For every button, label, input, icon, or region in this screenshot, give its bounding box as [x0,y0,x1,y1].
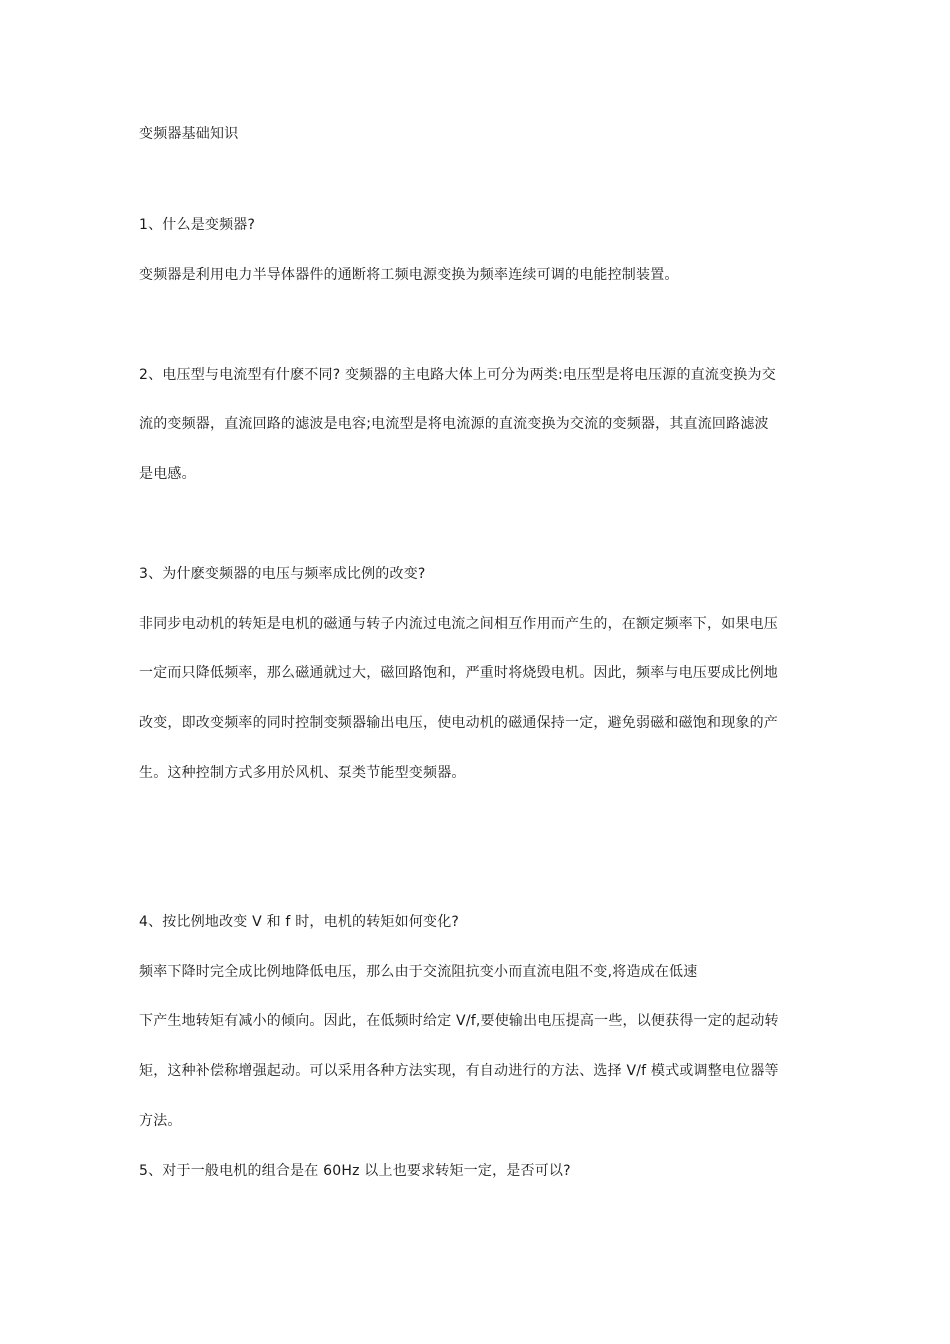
question-5-heading: 5、对于一般电机的组合是在 60Hz 以上也要求转矩一定，是否可以? [139,1163,571,1179]
question-3-heading: 3、为什麽变频器的电压与频率成比例的改变? [139,566,426,582]
question-2-line-1: 2、电压型与电流型有什麽不同? 变频器的主电路大体上可分为两类:电压型是将电压源的直流变换为交 [139,367,776,383]
document-title: 变频器基础知识 [139,126,239,142]
answer-4-line-4: 方法。 [139,1113,182,1129]
question-4-heading: 4、按比例地改变 V 和 f 时，电机的转矩如何变化? [139,914,460,930]
answer-3-line-1: 非同步电动机的转矩是电机的磁通与转子内流过电流之间相互作用而产生的，在额定频率下，如果电压 [139,616,778,632]
answer-3-line-2: 一定而只降低频率，那么磁通就过大，磁回路饱和，严重时将烧毁电机。因此，频率与电压要成比例地 [139,665,778,681]
question-1-heading: 1、什么是变频器? [139,217,256,233]
answer-4-line-3: 矩，这种补偿称增强起动。可以采用各种方法实现，有自动进行的方法、选择 V/f 模式或调整电位器等 [139,1063,779,1079]
answer-3-line-3: 改变，即改变频率的同时控制变频器输出电压，使电动机的磁通保持一定，避免弱磁和磁饱和现象的产 [139,715,778,731]
answer-4-line-1: 频率下降时完全成比例地降低电压，那么由于交流阻抗变小而直流电阻不变,将造成在低速 [139,964,698,980]
answer-1-line-1: 变频器是利用电力半导体器件的通断将工频电源变换为频率连续可调的电能控制装置。 [139,267,679,283]
question-2-line-3: 是电感。 [139,466,196,482]
answer-4-line-2: 下产生地转矩有减小的倾向。因此，在低频时给定 V/f,要使输出电压提高一些，以便获得一定的起动转 [139,1013,779,1029]
answer-3-line-4: 生。这种控制方式多用於风机、泵类节能型变频器。 [139,765,466,781]
question-2-line-2: 流的变频器，直流回路的滤波是电容;电流型是将电流源的直流变换为交流的变频器，其直流回路滤波 [139,416,769,432]
